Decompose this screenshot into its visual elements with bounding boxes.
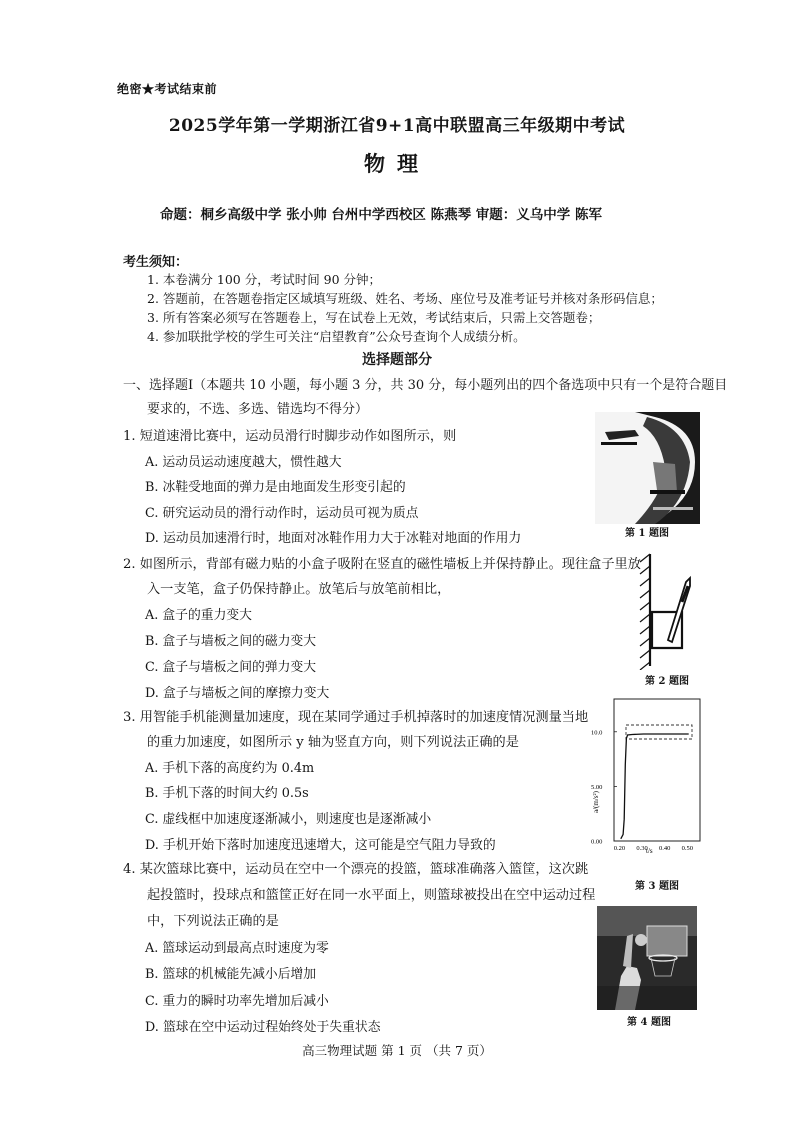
notice-item: 1. 本卷满分 100 分，考试时间 90 分钟； [147, 272, 382, 287]
x-tick-label: 0.50 [681, 845, 694, 852]
question-2-option-b: B. 盒子与墙板之间的磁力变大 [145, 634, 317, 649]
question-4-option-a: A. 篮球运动到最高点时速度为零 [145, 941, 329, 956]
page-footer: 高三物理试题 第 1 页 （共 7 页） [302, 1043, 492, 1058]
question-3-option-c: C. 虚线框中加速度逐渐减小，则速度也是逐渐减小 [145, 812, 432, 827]
notice-item: 3. 所有答案必须写在答题卷上，写在试卷上无效，考试结束后，只需上交答题卷； [147, 310, 601, 325]
basketball-photo [597, 906, 697, 1010]
y-tick-label: 5.00 [591, 783, 603, 791]
question-1-option-a: A. 运动员运动速度越大，惯性越大 [145, 455, 342, 470]
question-1-option-d: D. 运动员加速滑行时，地面对冰鞋作用力大于冰鞋对地面的作用力 [145, 531, 522, 546]
x-tick-label: 0.40 [659, 845, 671, 852]
question-3-stem: 3. 用智能手机能测量加速度，现在某同学通过手机掉落时的加速度情况测量当地 [123, 710, 589, 725]
notice-item: 4. 参加联批学校的学生可关注“启望教育”公众号查询个人成绩分析。 [147, 329, 526, 344]
question-2-option-a: A. 盒子的重力变大 [145, 608, 252, 623]
notice-heading: 考生须知： [123, 255, 189, 270]
question-4-stem: 4. 某次篮球比赛中，运动员在空中一个漂亮的投篮，篮球准确落入篮筐，这次跳 [123, 862, 589, 877]
figure-3-caption: 第 3 题图 [635, 881, 679, 892]
question-1-option-b: B. 冰鞋受地面的弹力是由地面发生形变引起的 [145, 480, 406, 495]
question-4-stem-cont-1: 起投篮时，投球点和篮筐正好在同一水平面上，则篮球被投出在空中运动过程 [147, 888, 596, 903]
confidential-mark: 绝密★考试结束前 [117, 82, 218, 96]
acceleration-chart [590, 695, 702, 865]
figure-4-caption: 第 4 题图 [627, 1017, 671, 1028]
y-tick-label: 10.0 [591, 729, 603, 737]
question-1-stem: 1. 短道速滑比赛中，运动员滑行时脚步动作如图所示，则 [123, 429, 457, 444]
acceleration-series-line [621, 734, 689, 839]
section-title: 选择题部分 [362, 352, 432, 368]
x-tick-label: 0.30 [636, 845, 648, 852]
figure-1-caption: 第 1 题图 [625, 528, 669, 539]
authors-line: 命题：桐乡高级中学 张小帅 台州中学西校区 陈燕琴 审题：义乌中学 陈军 [160, 207, 602, 223]
question-2-stem: 2. 如图所示，背部有磁力贴的小盒子吸附在竖直的磁性墙板上并保持静止。现往盒子里放 [123, 557, 641, 572]
question-3-option-b: B. 手机下落的时间大约 0.5s [145, 786, 309, 801]
question-4-option-c: C. 重力的瞬时功率先增加后减小 [145, 994, 329, 1009]
figure-2-caption: 第 2 题图 [645, 676, 689, 687]
part-instructions-cont: 要求的，不选、多选、错选均不得分） [147, 402, 369, 417]
question-4-stem-cont-2: 中，下列说法正确的是 [147, 914, 279, 929]
wall-box-figure [638, 552, 698, 670]
y-tick-label: 0.00 [591, 838, 603, 846]
x-tick-label: 0.20 [613, 845, 626, 852]
y-axis-label: a/(m/s²) [592, 791, 600, 813]
question-1-option-c: C. 研究运动员的滑行动作时，运动员可视为质点 [145, 506, 419, 521]
question-3-stem-cont: 的重力加速度，如图所示 y 轴为竖直方向，则下列说法正确的是 [147, 735, 519, 750]
question-2-stem-cont: 入一支笔，盒子仍保持静止。放笔后与放笔前相比， [147, 582, 451, 597]
x-axis-label: t/s [646, 847, 653, 855]
question-2-option-d: D. 盒子与墙板之间的摩擦力变大 [145, 686, 330, 701]
question-2-option-c: C. 盒子与墙板之间的弹力变大 [145, 660, 317, 675]
notice-item: 2. 答题前，在答题卷指定区域填写班级、姓名、考场、座位号及准考证号并核对条形码信息； [147, 291, 663, 306]
question-4-option-b: B. 篮球的机械能先减小后增加 [145, 967, 317, 982]
exam-title: 2025学年第一学期浙江省9+1高中联盟高三年级期中考试 [168, 116, 626, 136]
question-4-option-d: D. 篮球在空中运动过程始终处于失重状态 [145, 1020, 381, 1035]
skater-photo [595, 412, 700, 524]
part-instructions: 一、选择题Ⅰ（本题共 10 小题，每小题 3 分，共 30 分，每小题列出的四个备选项中只有一个是符合题目 [123, 378, 728, 393]
question-3-option-a: A. 手机下落的高度约为 0.4m [145, 761, 315, 776]
subject-title: 物理 [364, 151, 430, 176]
question-3-option-d: D. 手机开始下落时加速度迅速增大，这可能是空气阻力导致的 [145, 838, 496, 853]
